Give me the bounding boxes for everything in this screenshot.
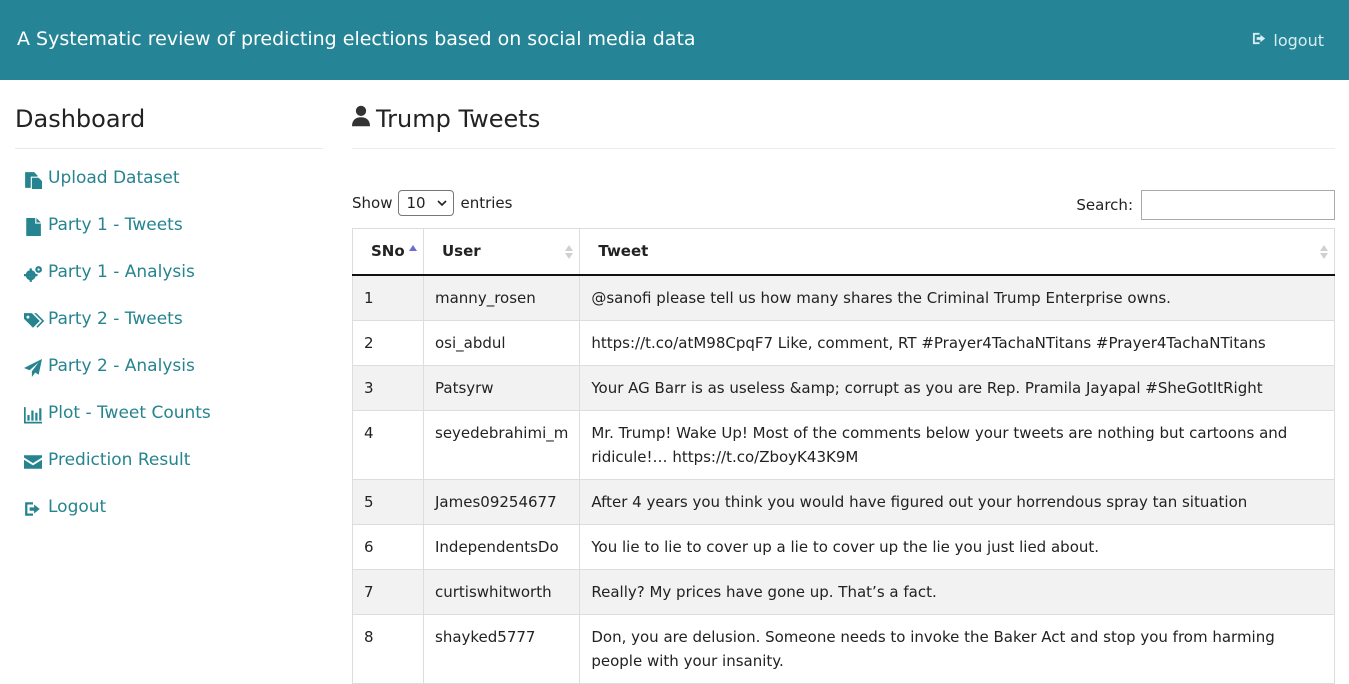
sign-out-icon [24,499,42,519]
cell-user: curtiswhitworth [424,569,580,614]
sidebar-item-label: Plot - Tweet Counts [48,403,211,423]
top-navbar [0,0,1349,80]
file-icon [24,217,42,237]
column-header-user[interactable] [424,229,580,275]
cell-sno: 7 [353,569,424,614]
search-label: Search: [1076,196,1133,214]
gears-icon [24,264,42,284]
cell-tweet: You lie to lie to cover up a lie to cover up the lie you just lied about. [580,524,1335,569]
logout-link[interactable] [1252,31,1324,50]
cell-tweet: Mr. Trump! Wake Up! Most of the comments below your tweets are nothing but cartoons and ridicule!… https://t.co/ZboyK43K9M [580,410,1335,479]
cell-sno: 6 [353,524,424,569]
column-header-sno[interactable] [353,229,424,275]
cell-sno: 1 [353,275,424,321]
sidebar-item-party2-tweets[interactable] [24,309,211,356]
table-row [353,320,1335,365]
cell-tweet: Don, you are delusion. Someone needs to invoke the Baker Act and stop you from harming people with your insanity. [580,614,1335,683]
table-row [353,614,1335,683]
page-title [352,105,540,133]
cell-tweet: After 4 years you think you would have figured out your horrendous spray tan situation [580,479,1335,524]
entries-select[interactable] [398,190,454,216]
app-title: A Systematic review of predicting elections based on social media data [17,28,696,50]
sidebar-item-label: Logout [48,497,107,517]
bar-chart-icon [24,405,42,425]
cell-sno: 4 [353,410,424,479]
table-row [353,410,1335,479]
sidebar-item-label: Party 1 - Analysis [48,262,195,282]
column-header-label: Tweet [598,242,649,261]
divider [15,148,323,149]
sidebar-item-label: Party 2 - Tweets [48,309,183,329]
sidebar-item-plot-tweet-counts[interactable] [24,403,211,450]
cell-tweet: https://t.co/atM98CpqF7 Like, comment, RT #Prayer4TachaNTitans #Prayer4TachaNTitans [580,320,1335,365]
chevron-down-icon [437,198,447,208]
sidebar-item-party1-analysis[interactable] [24,262,211,309]
sidebar-item-label: Party 1 - Tweets [48,215,183,235]
paper-plane-icon [24,358,42,378]
cell-sno: 8 [353,614,424,683]
copy-icon [24,170,42,190]
cell-user: manny_rosen [424,275,580,321]
cell-user: shayked5777 [424,614,580,683]
table-row [353,569,1335,614]
column-header-tweet[interactable] [580,229,1335,275]
cell-tweet: @sanofi please tell us how many shares the Criminal Trump Enterprise owns. [580,275,1335,321]
cell-user: IndependentsDo [424,524,580,569]
divider [352,148,1335,149]
user-icon [352,105,370,133]
sort-ascending-icon [409,244,417,260]
sidebar-item-upload-dataset[interactable] [24,168,211,215]
cell-sno: 5 [353,479,424,524]
sidebar-item-party1-tweets[interactable] [24,215,211,262]
cell-sno: 3 [353,365,424,410]
sidebar-nav [24,168,211,544]
cell-tweet: Really? My prices have gone up. That’s a fact. [580,569,1335,614]
table-length-control [352,190,512,216]
table-row [353,479,1335,524]
entries-label: entries [460,194,513,212]
cell-tweet: Your AG Barr is as useless &amp; corrupt as you are Rep. Pramila Jayapal #SheGotItRight [580,365,1335,410]
sidebar-item-logout[interactable] [24,497,211,544]
show-label: Show [352,194,393,212]
table-row [353,365,1335,410]
tweets-table [352,228,1335,684]
sidebar-item-label: Party 2 - Analysis [48,356,195,376]
cell-user: Patsyrw [424,365,580,410]
sign-out-icon [1252,31,1267,50]
column-header-label: SNo [371,242,405,261]
entries-select-value: 10 [406,194,426,212]
search-input[interactable] [1141,190,1335,220]
sort-both-icon [1320,244,1328,260]
envelope-icon [24,452,42,472]
cell-user: seyedebrahimi_m [424,410,580,479]
sort-both-icon [565,244,573,260]
cell-user: osi_abdul [424,320,580,365]
table-search [1076,190,1335,220]
table-header-row [353,229,1335,275]
table-row [353,524,1335,569]
cell-user: James09254677 [424,479,580,524]
sidebar-item-label: Upload Dataset [48,168,180,188]
column-header-label: User [442,242,481,261]
tags-icon [24,311,42,331]
sidebar-item-party2-analysis[interactable] [24,356,211,403]
page-title-text: Trump Tweets [376,105,541,133]
sidebar-title: Dashboard [15,105,146,133]
cell-sno: 2 [353,320,424,365]
logout-label: logout [1273,31,1324,50]
sidebar-item-label: Prediction Result [48,450,191,470]
table-row [353,275,1335,321]
sidebar-item-prediction-result[interactable] [24,450,211,497]
